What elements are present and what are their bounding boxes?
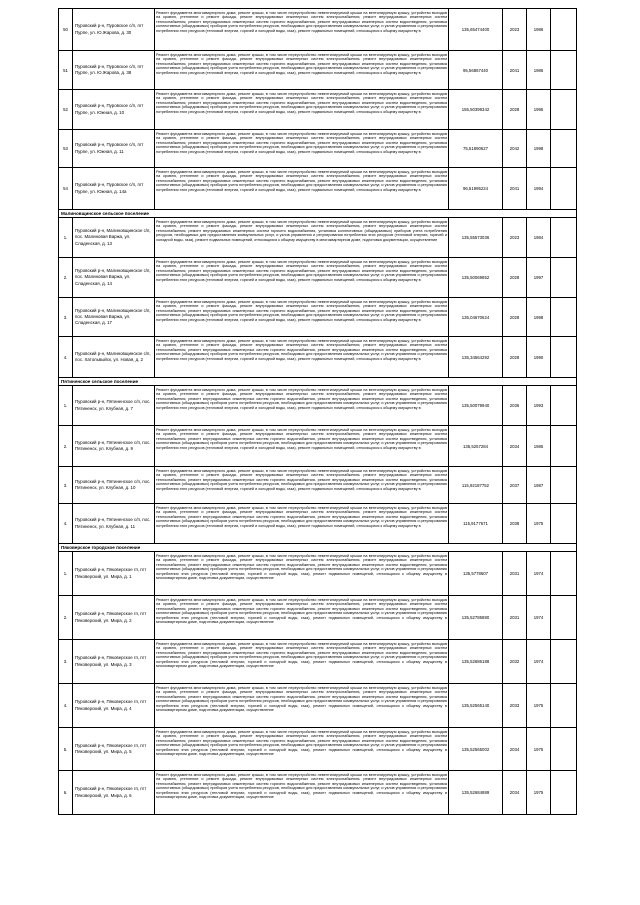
works-text: Ремонт фундамента многоквартирного дома, ремонт крыши, в том числе переустройство невентилируемой крыши на вентилируемую крышу, устройство выходов на кровлю, утепление и ремонт фасада, ремонт внутридомовых инженерных систем электроснабжения, ремонт внутридомовых инженерных систем теплоснабжения, ремонт внутридомовых инженерных систем горячего водоснабжения, ремонт внутридомовых инженерных систем водоотведения, установка коллективных (общедомовых) приборов учета потребления ресурсов, необходимых для предоставления коммунальных услуг, и узлов управления и регулирования потребления этих ресурсов (тепловой энергии, горячей и холодной воды, газа), ремонт подвальных помещений, относящихся к общему имуществу в xyxy=(156,91,447,114)
plan-year: 2028 xyxy=(503,90,527,130)
build-year: 1998 xyxy=(527,130,551,168)
works-list xyxy=(155,728,449,771)
build-year: 1998 xyxy=(527,298,551,337)
works-text: Ремонт фундамента многоквартирного дома, ремонт крыши, в том числе переустройство невентилируемой крыши на вентилируемую крышу, устройство выходов на кровлю, утепление и ремонт фасада, ремонт внутридомовых инженерных систем электроснабжения, ремонт внутридомовых инженерных систем теплоснабжения, ремонт внутридомовых инженерных систем горячего водоснабжения, ремонт внутридомовых инженерных систем водоотведения, установка коллективных (общедомовых) приборов учета потребления ресурсов, необходимых для предоставления коммунальных услуг, и узлов управления и регулирования потребления этих ресурсов (тепловой энергии, горячей и холодной воды, газа), ремонт подвальных помещений, относящихся к общему имуществу в xyxy=(156,338,447,361)
works-text: Ремонт фундамента многоквартирного дома, ремонт крыши, в том числе переустройство невентилируемой крыши на вентилируемую крышу, устройство выходов на кровлю, утепление и ремонт фасада, ремонт внутридомовых инженерных систем электроснабжения, ремонт внутридомовых инженерных систем теплоснабжения, ремонт внутридомовых инженерных систем горячего водоснабжения, ремонт внутридомовых инженерных систем водоотведения, установка коллективных (общедомовых) приборов учета потребления ресурсов, необходимых для предоставления коммунальных услуг, и узлов управления и регулирования потребления этих ресурсов (тепловой энергии, горячей и холодной воды, газа), ремонт подвальных помещений, относящихся к общему имуществу в xyxy=(156,131,447,154)
works-text: Ремонт фундамента многоквартирного дома, ремонт крыши, в том числе переустройство невентилируемой крыши на вентилируемую крышу, устройство выходов на кровлю, утепление и ремонт фасада, ремонт внутридомовых инженерных систем электроснабжения, ремонт внутридомовых инженерных систем теплоснабжения, ремонт внутридомовых инженерных систем горячего водоснабжения, ремонт внутридомовых инженерных систем водоотведения, установка коллективных (общедомовых) приборов учета потребления ресурсов, необходимых для предоставления коммунальных услуг, и узлов управления и регулирования потребления этих ресурсов (тепловой энергии, горячей и холодной воды, газа), ремонт подвальных помещений, относящихся к общему имуществу в xyxy=(156,259,447,282)
works-list xyxy=(155,130,449,168)
works-list xyxy=(155,298,449,337)
house-address: Пуровский р-н, Малиновщинское с/п, пос. Малиновая Варжа, ул. Сладенская, д. 13 xyxy=(73,218,155,258)
house-address: Пуровский р-н, Малиновщинское с/п, пос. Малиновая Варжа, ул. Сладенская, д. 14 xyxy=(73,258,155,298)
house-address: Пуровский р-н, Пятиненское с/п, пос. Пятиненск, ул. Клубная, д. 9 xyxy=(73,426,155,467)
plan-year: 2041 xyxy=(503,51,527,90)
total-area: 135,65474400 xyxy=(449,9,503,51)
plan-year: 2028 xyxy=(503,258,527,298)
house-address: Пуровский р-н, Пяковерское гп, пгт Пяковерский, ул. Мира, д. 3 xyxy=(73,640,155,684)
works-text: Ремонт фундамента многоквартирного дома, ремонт крыши, в том числе переустройство невентилируемой крыши на вентилируемую крышу, устройство выходов на кровлю, утепление и ремонт фасада, ремонт внутридомовых инженерных систем электроснабжения, ремонт внутридомовых инженерных систем теплоснабжения, ремонт внутридомовых инженерных систем горячего водоснабжения, ремонт внутридомовых инженерных систем водоотведения, установка коллективных (общедомовых) приборов учета потребления ресурсов, необходимых для предоставления коммунальных услуг, и узлов управления и регулирования потребления этих ресурсов (тепловой энергии, горячей и холодной воды, газа), ремонт подвальных помещений, относящихся к общему имуществу в xyxy=(156,299,447,322)
house-address: Пуровский р-н, Пяковерское гп, пгт Пяковерский, ул. Мира, д. 4 xyxy=(73,684,155,728)
works-text: Ремонт фундамента многоквартирного дома, ремонт крыши, в том числе переустройство невентилируемой крыши на вентилируемую крышу, устройство выходов на кровлю, утепление и ремонт фасада, ремонт внутридомовых инженерных систем электроснабжения, ремонт внутридомовых инженерных систем теплоснабжения, ремонт внутридомовых инженерных систем горячего водоснабжения, ремонт внутридомовых инженерных систем водоотведения, установка коллективных (общедомовых) приборов учета потребления ресурсов, необходимых для предоставления коммунальных услуг, и узлов управления и регулирования потребления этих ресурсов (тепловой энергии, горячей и холодной воды, газа), ремонт подвальных помещений, относящихся к общему имуществу в xyxy=(156,10,447,33)
works-list xyxy=(155,426,449,467)
total-area: 135,52785880 xyxy=(449,596,503,640)
table-body xyxy=(59,9,577,815)
table-row xyxy=(59,728,577,771)
total-area: 115,9177671 xyxy=(449,504,503,544)
empty-cell xyxy=(551,258,577,298)
house-address: Пуровский р-н, Пятиненское с/п, пос. Пятиненск, ул. Клубная, д. 11 xyxy=(73,504,155,544)
row-number: 4. xyxy=(59,504,73,544)
plan-year: 2023 xyxy=(503,9,527,51)
empty-cell xyxy=(551,596,577,640)
table-row xyxy=(59,130,577,168)
works-text: Ремонт фундамента многоквартирного дома, ремонт крыши, в том числе переустройство невентилируемой крыши на вентилируемую крышу, устройство выходов на кровлю, утепление и ремонт фасада, ремонт внутридомовых инженерных систем электроснабжения, ремонт внутридомовых инженерных систем теплоснабжения, ремонт внутридомовых инженерных систем горячего водоснабжения, установка коллективных (общедомовых) приборов учета потребления ресурсов, необходимых для предоставления коммунальных услуг, и узлов управления и регулирования потребления этих ресурсов (тепловой энергии, горячей и холодной воды, газа), ремонт подвальных помещений, относящихся к общему имуществу в многоквартирном доме, подготовка документации, осуществление xyxy=(156,219,447,242)
row-number: 2. xyxy=(59,258,73,298)
works-text: Ремонт фундамента многоквартирного дома, ремонт крыши, в том числе переустройство невентилируемой крыши на вентилируемую крышу, устройство выходов на кровлю, утепление и ремонт фасада, ремонт внутридомовых инженерных систем электроснабжения, ремонт внутридомовых инженерных систем теплоснабжения, ремонт внутридомовых инженерных систем горячего водоснабжения, ремонт внутридомовых инженерных систем водоотведения, установка коллективных (общедомовых) приборов учета потребления ресурсов, необходимых для предоставления коммунальных услуг, и узлов управления и регулирования потребления этих ресурсов (тепловой энергии, горячей и холодной воды, газа), ремонт подвальных помещений, относящихся к общему имуществу в xyxy=(156,427,447,450)
plan-year: 2034 xyxy=(503,728,527,771)
build-year: 1990 xyxy=(527,337,551,378)
works-list xyxy=(155,258,449,298)
build-year: 1975 xyxy=(527,728,551,771)
row-number: 3. xyxy=(59,467,73,504)
empty-cell xyxy=(551,552,577,596)
section-title: Пятиненское сельское поселение xyxy=(59,378,577,386)
empty-cell xyxy=(551,771,577,815)
house-address: Пуровский р-н, Пуровское с/п, пгт Пурпе, ул. Южная, д. 11 xyxy=(73,130,155,168)
build-year: 1975 xyxy=(527,684,551,728)
build-year: 1986 xyxy=(527,9,551,51)
row-number: 53 xyxy=(59,130,73,168)
house-address: Пуровский р-н, Пуровское с/п, пгт Пурпе, ул. Ю.Жарова, д. 30 xyxy=(73,9,155,51)
table-row xyxy=(59,467,577,504)
empty-cell xyxy=(551,386,577,426)
row-number: 1. xyxy=(59,218,73,258)
table-row xyxy=(59,51,577,90)
build-year: 1993 xyxy=(527,386,551,426)
row-number: 4. xyxy=(59,337,73,378)
total-area: 155,50399342 xyxy=(449,90,503,130)
build-year: 1974 xyxy=(527,596,551,640)
row-number: 54 xyxy=(59,168,73,210)
house-address: Пуровский р-н, Пяковерское гп, пгт Пяковерский, ул. Мира, д. 5 xyxy=(73,728,155,771)
table-row xyxy=(59,168,577,210)
plan-year: 2036 xyxy=(503,386,527,426)
total-area: 135,5257284 xyxy=(449,426,503,467)
works-list xyxy=(155,51,449,90)
empty-cell xyxy=(551,728,577,771)
plan-year: 2028 xyxy=(503,298,527,337)
table-row xyxy=(59,684,577,728)
build-year: 1974 xyxy=(527,552,551,596)
plan-year: 2032 xyxy=(503,640,527,684)
plan-year: 2028 xyxy=(503,337,527,378)
works-text: Ремонт фундамента многоквартирного дома, ремонт крыши, в том числе переустройство невентилируемой крыши на вентилируемую крышу, устройство выходов на кровлю, утепление и ремонт фасада, ремонт внутридомовых инженерных систем электроснабжения, ремонт внутридомовых инженерных систем теплоснабжения, ремонт внутридомовых инженерных систем горячего водоснабжения, ремонт внутридомовых инженерных систем водоотведения, установка коллективных (общедомовых) приборов учета потребления ресурсов, необходимых для предоставления коммунальных услуг, и узлов управления и регулирования потребления этих ресурсов (тепловой энергии, горячей и холодной воды, газа), ремонт подвальных помещений, относящихся к общему имуществу в xyxy=(156,169,447,192)
table-row xyxy=(59,504,577,544)
table-row xyxy=(59,426,577,467)
build-year: 1997 xyxy=(527,258,551,298)
total-area: 75,51890627 xyxy=(449,130,503,168)
plan-year: 2038 xyxy=(503,504,527,544)
section-title: Малиновщинское сельское поселение xyxy=(59,210,577,218)
plan-year: 2037 xyxy=(503,467,527,504)
build-year: 1994 xyxy=(527,168,551,210)
house-address: Пуровский р-н, Пуровское с/п, пгт Пурпе, ул. Южная, д. 14а xyxy=(73,168,155,210)
section-header-row xyxy=(59,378,577,386)
table-row xyxy=(59,386,577,426)
empty-cell xyxy=(551,426,577,467)
table-row xyxy=(59,596,577,640)
total-area: 135,52686188 xyxy=(449,640,503,684)
build-year: 1995 xyxy=(527,90,551,130)
table-row xyxy=(59,337,577,378)
total-area: 95,56867440 xyxy=(449,51,503,90)
works-list xyxy=(155,467,449,504)
plan-year: 2031 xyxy=(503,552,527,596)
empty-cell xyxy=(551,9,577,51)
empty-cell xyxy=(551,130,577,168)
empty-cell xyxy=(551,684,577,728)
build-year: 1985 xyxy=(527,426,551,467)
table-row xyxy=(59,298,577,337)
house-address: Пуровский р-н, Пятиненское с/п, пос. Пятиненск, ул. Клубная, д. 7 xyxy=(73,386,155,426)
empty-cell xyxy=(551,298,577,337)
plan-year: 2042 xyxy=(503,130,527,168)
row-number: 1. xyxy=(59,386,73,426)
plan-year: 2031 xyxy=(503,596,527,640)
build-year: 1974 xyxy=(527,640,551,684)
empty-cell xyxy=(551,337,577,378)
total-area: 135,34564292 xyxy=(449,337,503,378)
total-area: 135,5778607 xyxy=(449,552,503,596)
works-text: Ремонт фундамента многоквартирного дома, ремонт крыши, в том числе переустройство невентилируемой крыши на вентилируемую крышу, устройство выходов на кровлю, утепление и ремонт фасада, ремонт внутридомовых инженерных систем электроснабжения, ремонт внутридомовых инженерных систем теплоснабжения, ремонт внутридомовых инженерных систем горячего водоснабжения, ремонт внутридомовых инженерных систем водоотведения, установка коллективных (общедомовых) приборов учета потребления ресурсов, необходимых для предоставления коммунальных услуг, и узлов управления и регулирования потребления этих ресурсов (тепловой энергии, горячей и холодной воды, газа), ремонт подвальных помещений, относящихся к общему имуществу в многоквартирном доме, подготовка документации, осуществление xyxy=(156,729,447,757)
build-year: 1975 xyxy=(527,771,551,815)
capital-repair-table xyxy=(58,8,577,815)
total-area: 135,50079940 xyxy=(449,386,503,426)
total-area: 135,50069852 xyxy=(449,258,503,298)
house-address: Пуровский р-н, Пяковерское гп, пгт Пяковерский, ул. Мира, д. 2 xyxy=(73,596,155,640)
works-text: Ремонт фундамента многоквартирного дома, ремонт крыши, в том числе переустройство невентилируемой крыши на вентилируемую крышу, устройство выходов на кровлю, утепление и ремонт фасада, ремонт внутридомовых инженерных систем электроснабжения, ремонт внутридомовых инженерных систем теплоснабжения, ремонт внутридомовых инженерных систем горячего водоснабжения, ремонт внутридомовых инженерных систем водоотведения, установка коллективных (общедомовых) приборов учета потребления ресурсов, необходимых для предоставления коммунальных услуг, и узлов управления и регулирования потребления этих ресурсов (тепловой энергии, горячей и холодной воды, газа), ремонт подвальных помещений, относящихся к общему имуществу в xyxy=(156,468,447,491)
works-text: Ремонт фундамента многоквартирного дома, ремонт крыши, в том числе переустройство невентилируемой крыши на вентилируемую крышу, устройство выходов на кровлю, утепление и ремонт фасада, ремонт внутридомовых инженерных систем электроснабжения, ремонт внутридомовых инженерных систем теплоснабжения, ремонт внутридомовых инженерных систем горячего водоснабжения, ремонт внутридомовых инженерных систем водоотведения, установка коллективных (общедомовых) приборов учета потребления ресурсов, необходимых для предоставления коммунальных услуг, и узлов управления и регулирования потребления этих ресурсов (тепловой энергии, горячей и холодной воды, газа), ремонт подвальных помещений, относящихся к общему имуществу в многоквартирном доме, подготовка документации, осуществление xyxy=(156,772,447,800)
plan-year: 2041 xyxy=(503,168,527,210)
build-year: 1987 xyxy=(527,467,551,504)
total-area: 96,51995224 xyxy=(449,168,503,210)
build-year: 1986 xyxy=(527,51,551,90)
empty-cell xyxy=(551,218,577,258)
works-list xyxy=(155,596,449,640)
table-row xyxy=(59,90,577,130)
works-list xyxy=(155,218,449,258)
works-text: Ремонт фундамента многоквартирного дома, ремонт крыши, в том числе переустройство невентилируемой крыши на вентилируемую крышу, устройство выходов на кровлю, утепление и ремонт фасада, ремонт внутридомовых инженерных систем электроснабжения, ремонт внутридомовых инженерных систем теплоснабжения, ремонт внутридомовых инженерных систем горячего водоснабжения, ремонт внутридомовых инженерных систем водоотведения, установка коллективных (общедомовых) приборов учета потребления ресурсов, необходимых для предоставления коммунальных услуг, и узлов управления и регулирования потребления этих ресурсов (тепловой энергии, горячей и холодной воды, газа), ремонт подвальных помещений, относящихся к общему имуществу в xyxy=(156,505,447,528)
build-year: 1975 xyxy=(527,504,551,544)
empty-cell xyxy=(551,90,577,130)
house-address: Пуровский р-н, Малиновщинское с/п, пос. Хатольвыйск, ул. Новая, д. 2 xyxy=(73,337,155,378)
total-area: 115,92187752 xyxy=(449,467,503,504)
table-row xyxy=(59,9,577,51)
total-area: 135,52565002 xyxy=(449,728,503,771)
plan-year: 2034 xyxy=(503,426,527,467)
table-row xyxy=(59,771,577,815)
total-area: 135,52684889 xyxy=(449,771,503,815)
table-row xyxy=(59,552,577,596)
empty-cell xyxy=(551,51,577,90)
house-address: Пуровский р-н, Пуровское с/п, пгт Пурпе, ул. Ю.Жарова, д. 38 xyxy=(73,51,155,90)
works-list xyxy=(155,771,449,815)
works-list xyxy=(155,9,449,51)
plan-year: 2023 xyxy=(503,218,527,258)
works-list xyxy=(155,552,449,596)
section-title: Пяковерское городское поселение xyxy=(59,544,577,552)
house-address: Пуровский р-н, Малиновщинское с/п, пос. Малиновая Варжа, ул. Сладенская, д. 17 xyxy=(73,298,155,337)
house-address: Пуровский р-н, Пуровское с/п, пгт Пурпе, ул. Южная, д. 10 xyxy=(73,90,155,130)
works-list xyxy=(155,90,449,130)
row-number: 5. xyxy=(59,728,73,771)
works-text: Ремонт фундамента многоквартирного дома, ремонт крыши, в том числе переустройство невентилируемой крыши на вентилируемую крышу, устройство выходов на кровлю, утепление и ремонт фасада, ремонт внутридомовых инженерных систем электроснабжения, ремонт внутридомовых инженерных систем теплоснабжения, ремонт внутридомовых инженерных систем горячего водоснабжения, ремонт внутридомовых инженерных систем водоотведения, установка коллективных (общедомовых) приборов учета потребления ресурсов, необходимых для предоставления коммунальных услуг, и узлов управления и регулирования потребления этих ресурсов (тепловой энергии, горячей и холодной воды, газа), ремонт подвальных помещений, относящихся к общему имуществу в многоквартирном доме, подготовка документации, осуществление xyxy=(156,553,447,581)
house-address: Пуровский р-н, Пятиненское с/п, пос. Пятиненск, ул. Клубная, д. 10 xyxy=(73,467,155,504)
table-row xyxy=(59,258,577,298)
works-text: Ремонт фундамента многоквартирного дома, ремонт крыши, в том числе переустройство невентилируемой крыши на вентилируемую крышу, устройство выходов на кровлю, утепление и ремонт фасада, ремонт внутридомовых инженерных систем электроснабжения, ремонт внутридомовых инженерных систем теплоснабжения, ремонт внутридомовых инженерных систем горячего водоснабжения, ремонт внутридомовых инженерных систем водоотведения, установка коллективных (общедомовых) приборов учета потребления ресурсов, необходимых для предоставления коммунальных услуг, и узлов управления и регулирования потребления этих ресурсов (тепловой энергии, горячей и холодной воды, газа), ремонт подвальных помещений, относящихся к общему имуществу в xyxy=(156,52,447,75)
row-number: 6. xyxy=(59,771,73,815)
row-number: 51 xyxy=(59,51,73,90)
works-list xyxy=(155,386,449,426)
row-number: 2. xyxy=(59,426,73,467)
works-list xyxy=(155,337,449,378)
works-text: Ремонт фундамента многоквартирного дома, ремонт крыши, в том числе переустройство невентилируемой крыши на вентилируемую крышу, устройство выходов на кровлю, утепление и ремонт фасада, ремонт внутридомовых инженерных систем электроснабжения, ремонт внутридомовых инженерных систем теплоснабжения, ремонт внутридомовых инженерных систем горячего водоснабжения, ремонт внутридомовых инженерных систем водоотведения, установка коллективных (общедомовых) приборов учета потребления ресурсов, необходимых для предоставления коммунальных услуг, и узлов управления и регулирования потребления этих ресурсов (тепловой энергии, горячей и холодной воды, газа), ремонт подвальных помещений, относящихся к общему имуществу в xyxy=(156,387,447,410)
row-number: 2. xyxy=(59,596,73,640)
section-header-row xyxy=(59,210,577,218)
works-list xyxy=(155,168,449,210)
works-text: Ремонт фундамента многоквартирного дома, ремонт крыши, в том числе переустройство невентилируемой крыши на вентилируемую крышу, устройство выходов на кровлю, утепление и ремонт фасада, ремонт внутридомовых инженерных систем электроснабжения, ремонт внутридомовых инженерных систем теплоснабжения, ремонт внутридомовых инженерных систем горячего водоснабжения, ремонт внутридомовых инженерных систем водоотведения, установка коллективных (общедомовых) приборов учета потребления ресурсов, необходимых для предоставления коммунальных услуг, и узлов управления и регулирования потребления этих ресурсов (тепловой энергии, горячей и холодной воды, газа), ремонт подвальных помещений, относящихся к общему имуществу в многоквартирном доме, подготовка документации, осуществление xyxy=(156,597,447,625)
house-address: Пуровский р-н, Пяковерское гп, пгт Пяковерский, ул. Мира, д. 6 xyxy=(73,771,155,815)
section-header-row xyxy=(59,544,577,552)
table-row xyxy=(59,218,577,258)
table-row xyxy=(59,640,577,684)
works-list xyxy=(155,684,449,728)
house-address: Пуровский р-н, Пяковерское гп, пгт Пяковерский, ул. Мира, д. 1 xyxy=(73,552,155,596)
row-number: 52 xyxy=(59,90,73,130)
total-area: 135,55573036 xyxy=(449,218,503,258)
empty-cell xyxy=(551,467,577,504)
build-year: 1984 xyxy=(527,218,551,258)
row-number: 3. xyxy=(59,640,73,684)
row-number: 1. xyxy=(59,552,73,596)
works-text: Ремонт фундамента многоквартирного дома, ремонт крыши, в том числе переустройство невентилируемой крыши на вентилируемую крышу, устройство выходов на кровлю, утепление и ремонт фасада, ремонт внутридомовых инженерных систем электроснабжения, ремонт внутридомовых инженерных систем теплоснабжения, ремонт внутридомовых инженерных систем горячего водоснабжения, ремонт внутридомовых инженерных систем водоотведения, установка коллективных (общедомовых) приборов учета потребления ресурсов, необходимых для предоставления коммунальных услуг, и узлов управления и регулирования потребления этих ресурсов (тепловой энергии, горячей и холодной воды, газа), ремонт подвальных помещений, относящихся к общему имуществу в многоквартирном доме, подготовка документации, осуществление xyxy=(156,685,447,713)
total-area: 135,52565140 xyxy=(449,684,503,728)
works-text: Ремонт фундамента многоквартирного дома, ремонт крыши, в том числе переустройство невентилируемой крыши на вентилируемую крышу, устройство выходов на кровлю, утепление и ремонт фасада, ремонт внутридомовых инженерных систем электроснабжения, ремонт внутридомовых инженерных систем теплоснабжения, ремонт внутридомовых инженерных систем горячего водоснабжения, ремонт внутридомовых инженерных систем водоотведения, установка коллективных (общедомовых) приборов учета потребления ресурсов, необходимых для предоставления коммунальных услуг, и узлов управления и регулирования потребления этих ресурсов (тепловой энергии, горячей и холодной воды, газа), ремонт подвальных помещений, относящихся к общему имуществу в многоквартирном доме, подготовка документации, осуществление xyxy=(156,641,447,669)
works-list xyxy=(155,640,449,684)
plan-year: 2033 xyxy=(503,684,527,728)
row-number: 3. xyxy=(59,298,73,337)
empty-cell xyxy=(551,640,577,684)
empty-cell xyxy=(551,504,577,544)
row-number: 50 xyxy=(59,9,73,51)
plan-year: 2034 xyxy=(503,771,527,815)
total-area: 135,04670624 xyxy=(449,298,503,337)
works-list xyxy=(155,504,449,544)
row-number: 4. xyxy=(59,684,73,728)
empty-cell xyxy=(551,168,577,210)
